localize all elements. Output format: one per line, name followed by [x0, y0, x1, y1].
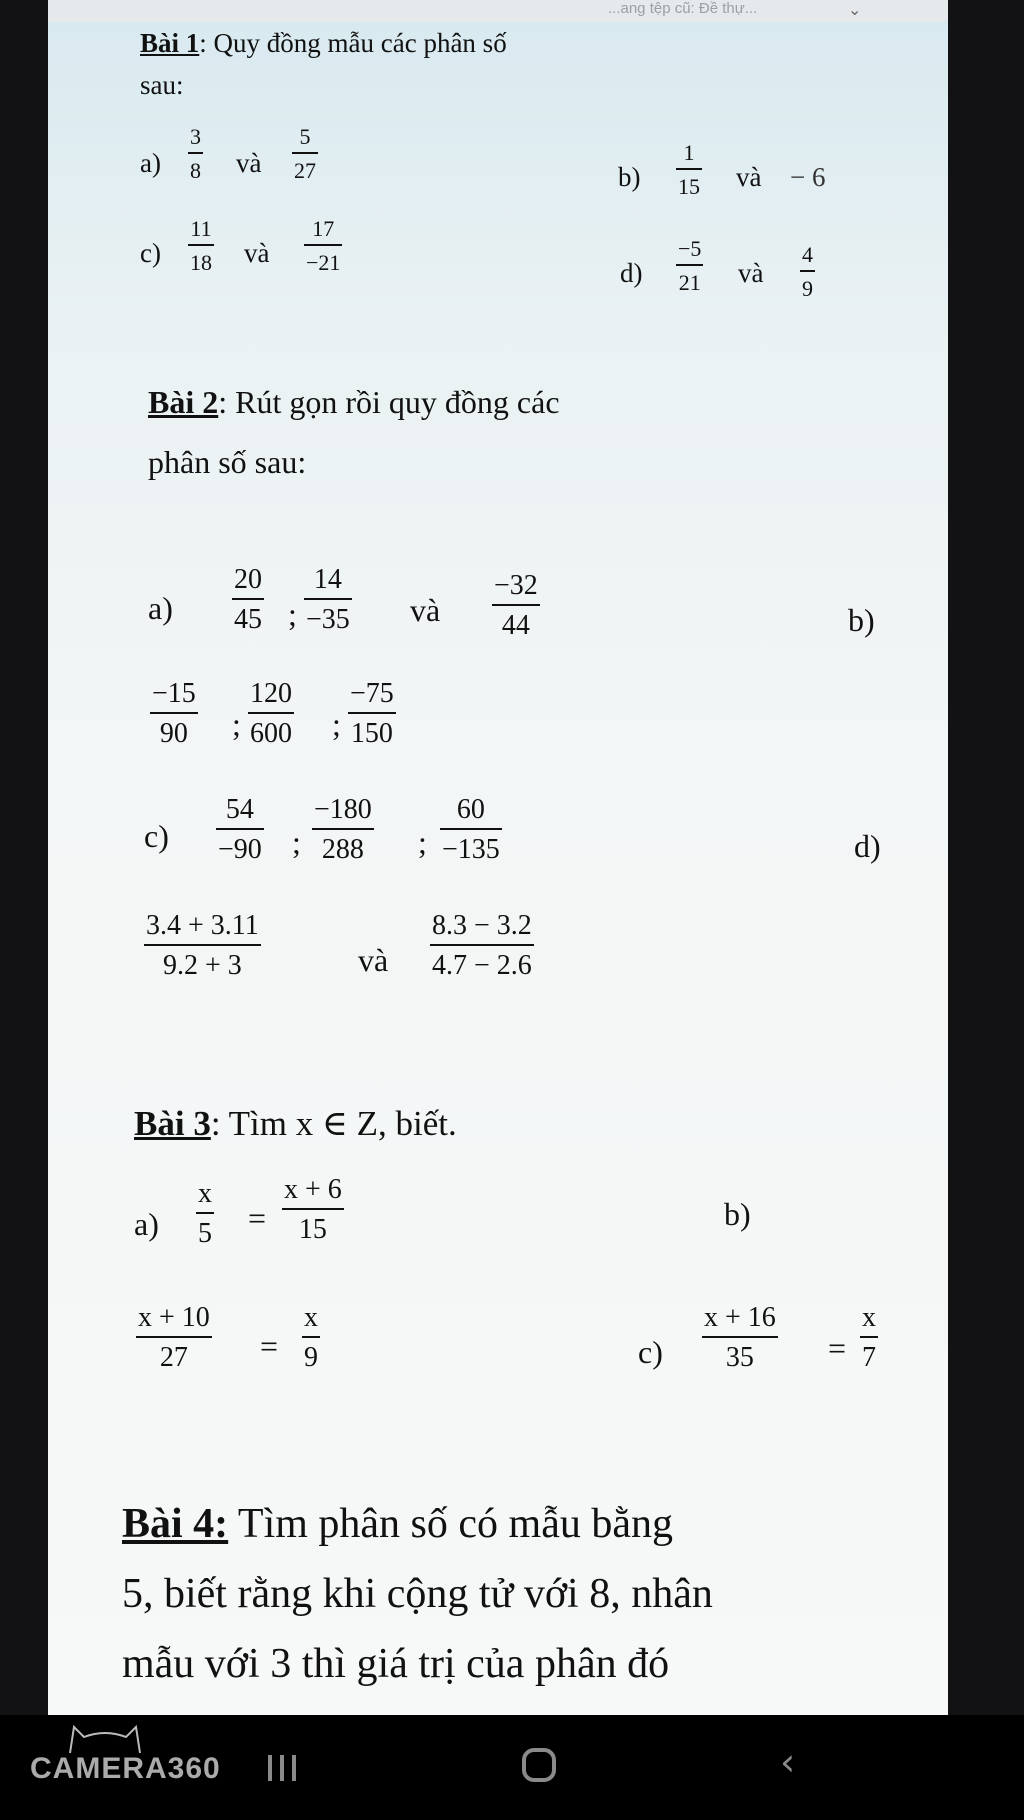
bai4-line2: 5, biết rằng khi cộng tử với 8, nhân: [122, 1571, 713, 1617]
recents-icon[interactable]: [268, 1755, 302, 1781]
numerator: x + 10: [138, 1302, 210, 1333]
bai1-title: Bài 1: [140, 28, 200, 58]
denominator: 4.7 − 2.6: [432, 950, 532, 981]
fraction: [800, 244, 815, 300]
value-text: − 6: [790, 162, 826, 192]
bai3-title-rest: : Tìm x ∈ Z, biết.: [210, 1104, 457, 1143]
and-text: và: [236, 148, 262, 178]
denominator: 288: [321, 834, 364, 865]
fraction: [292, 126, 318, 182]
fraction: [676, 142, 702, 198]
fraction: [232, 566, 264, 634]
denominator: 5: [198, 1218, 212, 1249]
bai2-title: Bài 2: [148, 384, 219, 420]
back-icon[interactable]: ‹: [780, 1740, 796, 1784]
fraction: [860, 1304, 878, 1372]
fraction: [150, 680, 198, 748]
bai2-heading: [148, 384, 560, 421]
equals-sign: =: [248, 1200, 267, 1236]
and-text: và: [244, 238, 270, 268]
denominator: 45: [234, 604, 262, 635]
denominator: 27: [159, 1342, 188, 1373]
numerator: 60: [456, 794, 485, 825]
numerator: 120: [250, 678, 292, 709]
numerator: 5: [299, 124, 311, 149]
fraction: [702, 1304, 778, 1372]
separator: ;: [288, 596, 297, 632]
watermark-cat-icon: [60, 1715, 150, 1755]
fraction: [282, 1176, 344, 1244]
status-bar-text: ...ang tệp cũ: Đề thự...: [608, 0, 758, 17]
bai2-heading-line2: phân số sau:: [148, 444, 307, 480]
bai3-heading: [134, 1104, 457, 1144]
bai3-title: Bài 3: [134, 1104, 211, 1143]
bai2-b-label: b): [848, 602, 875, 638]
fraction: [144, 912, 261, 980]
and-text: và: [358, 942, 389, 978]
denominator: 600: [250, 718, 292, 749]
document-content: [48, 0, 948, 1715]
fraction: [188, 218, 214, 274]
fraction: [188, 126, 203, 182]
denominator: 8: [190, 158, 201, 183]
numerator: x + 6: [284, 1174, 342, 1205]
bai4-line1-text: Tìm phân số có mẫu bằng: [228, 1501, 673, 1547]
denominator: 90: [159, 718, 188, 749]
separator: ;: [232, 706, 241, 742]
fraction: [492, 572, 540, 640]
bai3-b-label: b): [724, 1196, 751, 1232]
and-text: và: [738, 258, 764, 288]
fraction: [348, 680, 396, 748]
equals-sign: =: [828, 1330, 847, 1366]
denominator: 9.2 + 3: [162, 950, 242, 981]
fraction: [216, 796, 264, 864]
bai1-c-label: c): [140, 238, 161, 268]
bai2-d-label: d): [854, 828, 881, 864]
bai3-c-label: c): [638, 1334, 663, 1370]
numerator: 20: [234, 564, 262, 595]
numerator: 54: [225, 794, 254, 825]
numerator: 14: [313, 564, 342, 595]
bai1-heading: [140, 28, 507, 59]
numerator: 8.3 − 3.2: [432, 910, 532, 941]
and-text: và: [736, 162, 762, 192]
denominator: 15: [678, 174, 700, 199]
denominator: 21: [678, 270, 701, 295]
numerator: −5: [678, 236, 702, 261]
screen: [48, 0, 948, 1715]
denominator: −135: [442, 834, 500, 865]
bai1-a-label: a): [140, 148, 161, 178]
separator: ;: [418, 824, 427, 860]
numerator: 3: [190, 124, 201, 149]
bai4-line3: mẫu với 3 thì giá trị của phân đó: [122, 1641, 670, 1687]
and-text: và: [410, 592, 441, 628]
bai1-d-label: d): [620, 258, 643, 288]
separator: ;: [332, 706, 341, 742]
numerator: 4: [802, 242, 813, 267]
denominator: −35: [306, 604, 350, 635]
bai2-title-rest: : Rút gọn rồi quy đồng các: [218, 384, 560, 420]
denominator: 15: [298, 1214, 327, 1245]
numerator: −75: [350, 678, 394, 709]
denominator: 9: [304, 1342, 318, 1373]
denominator: 44: [501, 610, 530, 641]
denominator: 27: [294, 158, 316, 183]
watermark-text: CAMERA360: [30, 1752, 221, 1785]
denominator: 9: [802, 276, 813, 301]
numerator: 1: [683, 140, 695, 165]
denominator: −90: [218, 834, 262, 865]
numerator: −32: [494, 570, 538, 601]
bai2-c-label: c): [144, 818, 169, 854]
numerator: x: [304, 1302, 318, 1333]
denominator: 7: [862, 1342, 876, 1373]
bai1-heading-line2: sau:: [140, 70, 184, 100]
fraction: [440, 796, 502, 864]
fraction: [430, 912, 534, 980]
separator: ;: [292, 824, 301, 860]
fraction: [196, 1180, 214, 1248]
fraction: [248, 680, 294, 748]
denominator: 150: [350, 718, 393, 749]
numerator: x: [198, 1178, 212, 1209]
bai1-b-label: b): [618, 162, 641, 192]
numerator: x: [862, 1302, 876, 1333]
bai1-title-rest: : Quy đồng mẫu các phân số: [199, 28, 507, 58]
fraction: [302, 1304, 320, 1372]
denominator: 35: [725, 1342, 754, 1373]
numerator: 11: [190, 216, 212, 241]
home-icon[interactable]: [522, 1748, 556, 1782]
bai4-line1: [122, 1500, 673, 1548]
denominator: −21: [306, 250, 341, 275]
numerator: 3.4 + 3.11: [146, 910, 259, 941]
numerator: x + 16: [704, 1302, 776, 1333]
fraction: [304, 218, 342, 274]
fraction: [676, 238, 703, 294]
bai2-a-label: a): [148, 590, 173, 626]
numerator: −15: [152, 678, 196, 709]
bai3-a-label: a): [134, 1206, 159, 1242]
chevron-down-icon[interactable]: ⌄: [848, 2, 862, 19]
denominator: 18: [190, 250, 212, 275]
numerator: 17: [312, 216, 335, 241]
numerator: −180: [314, 794, 372, 825]
fraction: [312, 796, 374, 864]
fraction: [136, 1304, 212, 1372]
fraction: [304, 566, 352, 634]
equals-sign: =: [260, 1328, 279, 1364]
bai4-title: Bài 4:: [122, 1501, 229, 1547]
